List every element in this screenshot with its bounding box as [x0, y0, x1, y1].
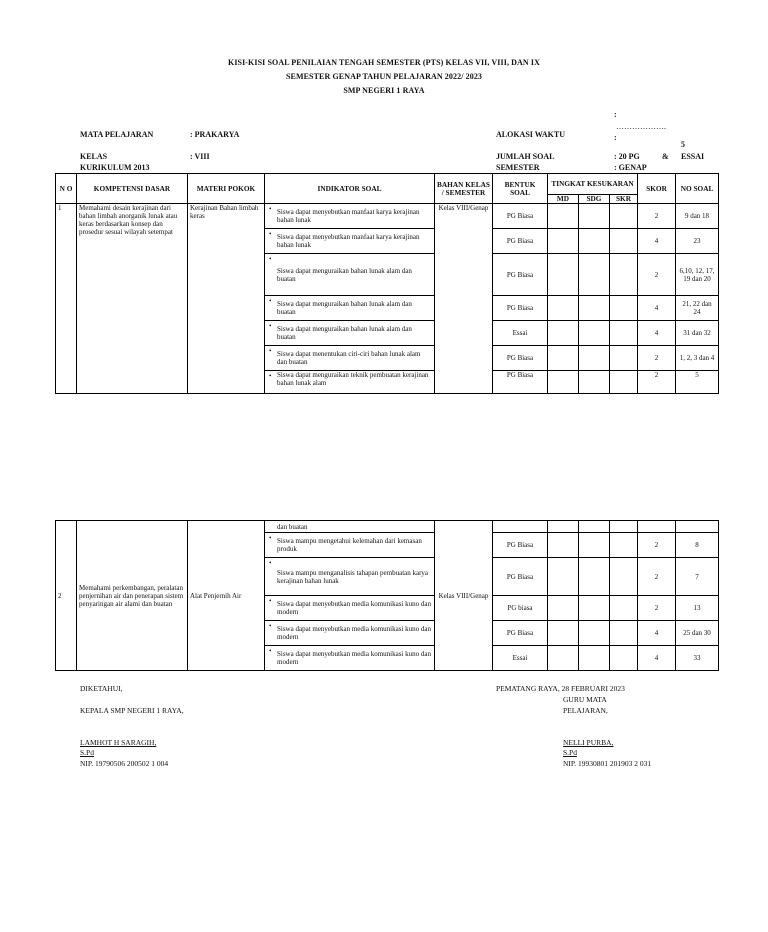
semester-value: : GENAP	[614, 163, 647, 172]
header-md: MD	[548, 195, 579, 204]
document-title-line-3: SMP NEGERI 1 RAYA	[343, 86, 425, 95]
jumlah-essai: ESSAI	[681, 152, 705, 161]
kisi-table-page-1	[55, 173, 719, 394]
header-skor: SKOR	[638, 174, 676, 204]
bentuk-soal-cell: PG Biasa	[493, 371, 548, 394]
table-row	[56, 204, 719, 229]
indikator-cell: • Siswa dapat menentukan ciri-ciri bahan lunak alam dan buatan	[265, 346, 435, 371]
header-tingkat-kesukaran: TINGKAT KESUKARAN	[548, 174, 638, 195]
guru-nip: NIP. 19930801 201903 2 031	[563, 759, 652, 768]
bentuk-soal-cell: Essai	[493, 646, 548, 671]
header-skr: SKR	[610, 195, 638, 204]
skor-cell: 2	[638, 533, 676, 558]
jumlah-value: : 20 PG	[614, 152, 640, 161]
kompetensi-dasar-cell: Memahami perkembangan, peralatan penjernihan air dan penerapan sistem penyaringan air alami dan buatan	[77, 521, 188, 671]
indikator-cell: • Siswa dapat menyebutkan media komunikasi kuno dan modern	[265, 621, 435, 646]
jumlah-ampersand: &	[662, 152, 669, 161]
kelas-value: : VIII	[190, 152, 210, 161]
no-soal-cell: 23	[676, 229, 719, 254]
materi-pokok-cell: Alat Penjernih Air	[188, 521, 265, 671]
bentuk-soal-cell: Essai	[493, 321, 548, 346]
kepsek-title: KEPALA SMP NEGERI 1 RAYA,	[80, 706, 184, 715]
skor-cell: 2	[638, 558, 676, 596]
skor-cell: 2	[638, 254, 676, 296]
skor-cell: 2	[638, 596, 676, 621]
alokasi-colon-top: :	[614, 110, 617, 119]
alokasi-label: ALOKASI WAKTU	[496, 130, 565, 139]
skor-cell: 4	[638, 229, 676, 254]
header-no-soal: NO SOAL	[676, 174, 719, 204]
indikator-cell: • Siswa mampu mengetahui kelemahan dari kemasan produk	[265, 533, 435, 558]
indikator-cell: • Siswa dapat menyebutkan manfaat karya kerajinan bahan lunak	[265, 204, 435, 229]
bentuk-soal-cell: PG Biasa	[493, 621, 548, 646]
indikator-cell: • Siswa dapat menyebutkan media komunikasi kuno dan modern	[265, 646, 435, 671]
indikator-cell: • Siswa dapat menyebutkan manfaat karya kerajinan bahan lunak	[265, 229, 435, 254]
table-row	[56, 521, 719, 533]
no-soal-cell: 21, 22 dan 24	[676, 296, 719, 321]
kisi-table-page-2	[55, 520, 719, 671]
no-soal-cell: 8	[676, 533, 719, 558]
no-soal-cell: 25 dan 30	[676, 621, 719, 646]
bahan-kelas-cell: Kelas VIII/Genap	[435, 521, 493, 671]
mapel-value: : PRAKARYA	[190, 130, 240, 139]
kepsek-degree: S.Pd	[80, 748, 94, 757]
kepsek-name: LAMHOT H SARAGIH,	[80, 738, 157, 747]
no-soal-cell: 1, 2, 3 dan 4	[676, 346, 719, 371]
skor-cell: 2	[638, 371, 676, 394]
alokasi-value: :	[614, 133, 617, 142]
kepsek-nip: NIP. 19790506 200502 1 004	[80, 759, 169, 768]
header-indikator-soal: INDIKATOR SOAL	[265, 174, 435, 204]
document-title-line-1: KISI-KISI SOAL PENILAIAN TENGAH SEMESTER (PTS) KELAS VII, VIII, DAN IX	[228, 58, 540, 67]
alokasi-dots: ……………….	[616, 122, 666, 131]
skor-cell: 2	[638, 204, 676, 229]
indikator-cell: • Siswa dapat menguraikan bahan lunak alam dan buatan	[265, 321, 435, 346]
indikator-cell: • Siswa dapat menyebutkan media komunikasi kuno dan modern	[265, 596, 435, 621]
header-materi-pokok: MATERI POKOK	[188, 174, 265, 204]
mapel-label: MATA PELAJARAN	[80, 130, 154, 139]
indikator-cell: • Siswa dapat menguraikan bahan lunak alam dan buatan	[265, 296, 435, 321]
indikator-cell: • Siswa dapat menguraikan bahan lunak alam dan buatan	[265, 254, 435, 296]
skor-cell: 4	[638, 646, 676, 671]
kompetensi-dasar-cell: Memahami desain kerajinan dari bahan limbah anorganik lunak atau keras berdasarkan konsep dan prosedur sesuai wilayah setempat	[77, 204, 188, 394]
bahan-kelas-cell: Kelas VIII/Genap	[435, 204, 493, 394]
bentuk-soal-cell: PG Biasa	[493, 296, 548, 321]
bentuk-soal-cell: PG Biasa	[493, 229, 548, 254]
skor-cell: 4	[638, 296, 676, 321]
guru-name: NELLI PURBA,	[563, 738, 614, 747]
header-bahan-kelas: BAHAN KELAS / SEMESTER	[435, 174, 493, 204]
semester-label: SEMESTER	[496, 163, 540, 172]
header-kompetensi-dasar: KOMPETENSI DASAR	[77, 174, 188, 204]
indikator-cell: • Siswa dapat menguraikan teknik pembuatan kerajinan bahan lunak alam	[265, 371, 435, 394]
header-sdg: SDG	[579, 195, 610, 204]
no-soal-cell: 9 dan 18	[676, 204, 719, 229]
kurikulum-label: KURIKULUM 2013	[80, 163, 150, 172]
jumlah-label: JUMLAH SOAL	[496, 152, 555, 161]
bentuk-soal-cell: PG Biasa	[493, 533, 548, 558]
skor-cell: 4	[638, 321, 676, 346]
place-date: PEMATANG RAYA, 28 FEBRUARI 2023	[496, 684, 625, 693]
skor-cell: 2	[638, 346, 676, 371]
no-soal-cell: 33	[676, 646, 719, 671]
no-soal-cell: 6,10, 12, 17, 19 dan 20	[676, 254, 719, 296]
skor-cell: 4	[638, 621, 676, 646]
bentuk-soal-cell: PG Biasa	[493, 346, 548, 371]
header-bentuk-soal: BENTUK SOAL	[493, 174, 548, 204]
bentuk-soal-cell: PG Biasa	[493, 558, 548, 596]
kelas-label: KELAS	[80, 152, 108, 161]
bentuk-soal-cell: PG biasa	[493, 596, 548, 621]
guru-degree: S.Pd	[563, 748, 577, 757]
no-soal-cell: 7	[676, 558, 719, 596]
jumlah-five: 5	[681, 140, 685, 149]
guru-title-line-1: GURU MATA	[563, 695, 607, 704]
no-soal-cell: 31 dan 32	[676, 321, 719, 346]
header-no: N O	[56, 174, 77, 204]
indikator-continuation: dan buatan	[265, 521, 435, 533]
no-soal-cell: 13	[676, 596, 719, 621]
document-title-line-2: SEMESTER GENAP TAHUN PELAJARAN 2022/ 2023	[285, 72, 483, 81]
bentuk-soal-cell: PG Biasa	[493, 254, 548, 296]
materi-pokok-cell: Kerajinan Bahan limbah keras	[188, 204, 265, 394]
row-number: 2	[56, 521, 77, 671]
bentuk-soal-cell: PG Biasa	[493, 204, 548, 229]
row-number: 1	[56, 204, 77, 394]
no-soal-cell: 5	[676, 371, 719, 394]
diketahui-label: DIKETAHUI,	[80, 684, 123, 693]
guru-title-line-2: PELAJARAN,	[563, 706, 608, 715]
indikator-cell: • Siswa mampu menganalisis tahapan pembuatan karya kerajinan bahan lunak	[265, 558, 435, 596]
